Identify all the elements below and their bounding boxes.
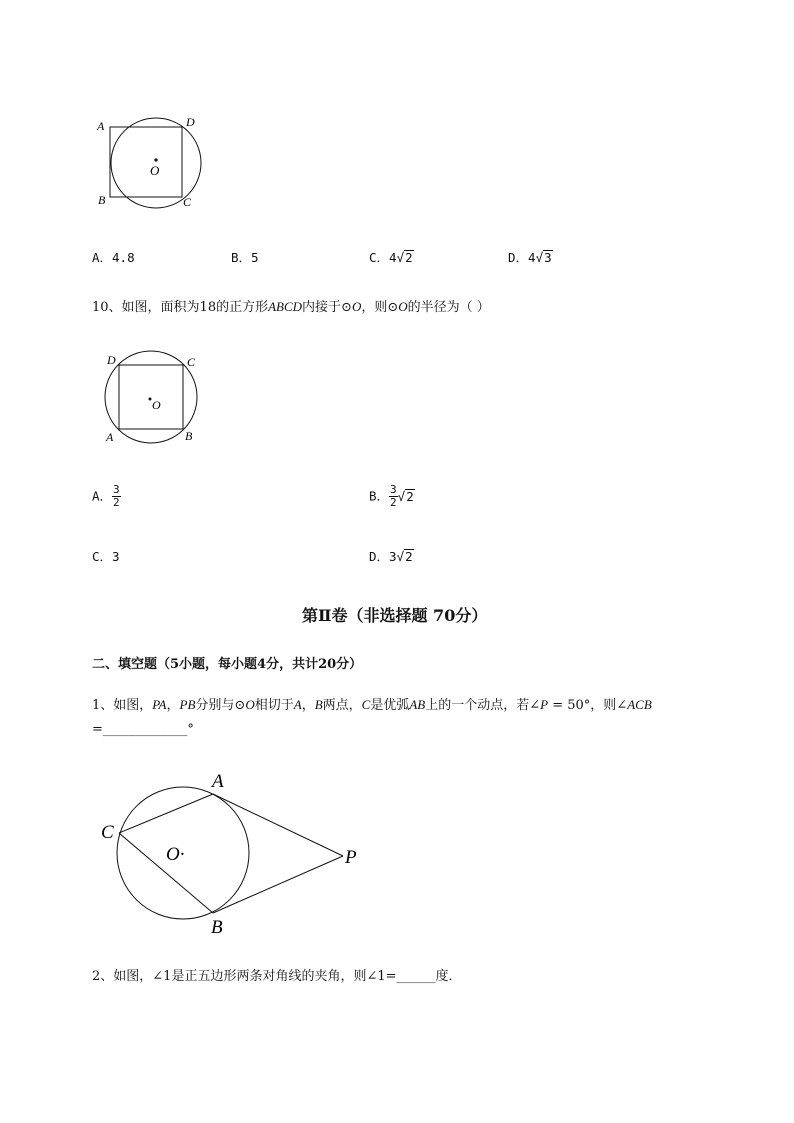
label-d: D (107, 353, 116, 367)
q1-answer-blank[interactable]: =_____________° (92, 722, 194, 737)
q9-option-d-prefix: D．4 (508, 250, 536, 265)
q10-option-d-coef: 3 (389, 549, 397, 564)
q1-o: O (245, 697, 255, 712)
fraction-numerator: 3 (113, 483, 120, 496)
chord-ca (119, 794, 213, 833)
q10-option-c[interactable]: C．3 (92, 549, 120, 564)
sqrt-sign: √2 (397, 488, 414, 504)
q9-option-b[interactable]: B．5 (231, 250, 259, 265)
q10-abcd: ABCD (268, 299, 303, 314)
fraction-denominator: 2 (113, 496, 120, 509)
q10-option-b-prefix: B． (369, 488, 390, 504)
label-b: B (211, 917, 223, 938)
label-b: B (185, 429, 193, 443)
section-heading: 二、填空题（5小题，每小题4分，共计20分） (92, 657, 363, 672)
q1-text-2: 分别与⊙ (195, 698, 246, 713)
q1-text-6: 上的一个动点，若∠ (425, 698, 541, 713)
q1-number: 1、 (92, 698, 114, 713)
label-b: B (98, 193, 106, 207)
q1-acb: ACB (627, 697, 652, 712)
q10-option-d-radicand: 2 (405, 549, 413, 564)
q1-pa: PA (152, 697, 167, 712)
q1-b: B (314, 697, 323, 712)
q1-a: A (293, 697, 302, 712)
fraction-numerator: 3 (390, 483, 397, 496)
q1-pb: PB (179, 697, 196, 712)
q10-text-2: 内接于⊙ (302, 300, 352, 315)
label-o: O (150, 163, 160, 178)
q2-number: 2、 (92, 969, 114, 984)
q9-option-a[interactable]: A．4.8 (92, 250, 135, 265)
label-a: A (106, 430, 114, 444)
q10-text-4: 的半径为（ ） (407, 300, 490, 315)
q1-c: C (361, 697, 371, 712)
q2-text: 如图，∠1是正五边形两条对角线的夹角，则∠1=______度． (113, 969, 462, 984)
label-o: O· (166, 844, 185, 865)
q10-option-b-radicand: 2 (406, 488, 414, 504)
q1-ab: AB (409, 697, 426, 712)
q1-text-4: 两点， (322, 698, 362, 713)
label-c: C (101, 822, 114, 843)
q1-p: P (540, 697, 549, 712)
tangent-pb (213, 856, 343, 913)
q1-comma2: ， (301, 698, 315, 713)
q1-comma: ， (166, 698, 180, 713)
label-p: P (345, 847, 357, 868)
q1-text-5: 是优弧 (370, 698, 410, 713)
label-a: A (97, 119, 105, 133)
q9-option-c-prefix: C．4 (369, 250, 397, 265)
fraction-denominator: 2 (390, 496, 397, 509)
q10-o2: O (398, 299, 408, 314)
label-d: D (186, 115, 195, 129)
q10-option-a-prefix: A． (92, 488, 113, 504)
q9-option-d-radicand: 3 (544, 250, 552, 265)
q10-o1: O (351, 299, 362, 314)
sqrt-sign: √2 (396, 549, 413, 564)
label-c: C (183, 195, 192, 209)
q10-text-3: ，则⊙ (361, 300, 399, 315)
tangent-pa (213, 794, 343, 856)
sqrt-sign: √3 (535, 250, 552, 265)
sqrt-sign: √2 (396, 250, 413, 265)
q1-text-7: = 50°，则∠ (548, 698, 628, 713)
q10-number: 10、 (92, 300, 122, 315)
q9-option-c-radicand: 2 (405, 250, 413, 265)
label-o: O (152, 398, 161, 412)
q2-stem (92, 968, 462, 986)
q10-text-1: 如图，面积为18的正方形 (121, 300, 269, 315)
label-c: C (187, 355, 196, 369)
section-title: 第Ⅱ卷（非选择题 70分） (302, 606, 488, 625)
label-a: A (212, 771, 224, 792)
q1-text-3: 相切于 (254, 698, 294, 713)
q1-text-1: 如图， (113, 698, 153, 713)
q10-option-d-prefix: D． (369, 549, 390, 564)
